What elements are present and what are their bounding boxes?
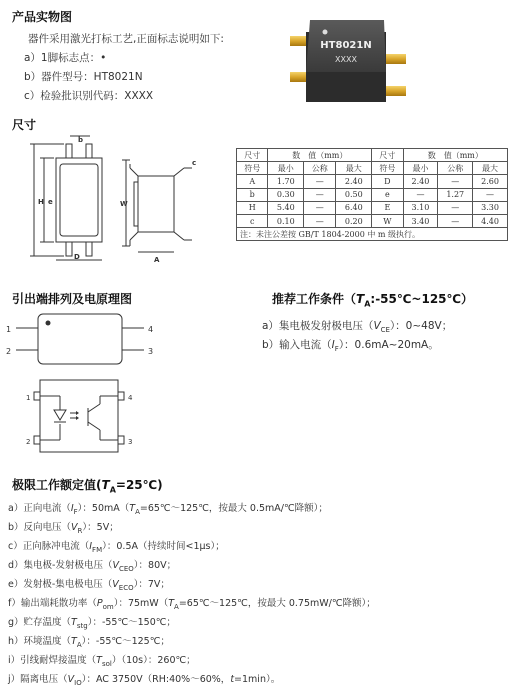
schematic-pin-2: 2 xyxy=(26,438,31,446)
dim-label-E: e xyxy=(48,198,53,206)
schematic-diagram xyxy=(20,378,140,456)
rating-item-c: c）正向脉冲电流$(I_{FM})$：0.5A（持续时间<1μs）； xyxy=(8,541,225,554)
rating-item-e: e）发射极-集电极电压$(V_{ECO})$：7V； xyxy=(8,579,170,592)
schematic-pin-4: 4 xyxy=(128,394,133,402)
rating-item-h: h）环境温度$(T_A)$：-55℃～125℃； xyxy=(8,636,170,649)
rating-item-f: f）输出端耗散功率$(P_{om})$：$75mW(T_A=65℃\sim 125℃$，按最大 0.75mW/℃降额）； xyxy=(8,598,376,611)
rating-item-g: g）贮存温度$(T_{stg})$：-55℃～150℃； xyxy=(8,617,176,630)
pin-3-label: 3 xyxy=(148,347,154,356)
dim-label-D: D xyxy=(74,253,80,261)
rating-item-d: d）集电极-发射极电压$(V_{CEO})$：80V； xyxy=(8,560,177,573)
package-drawing xyxy=(26,134,216,264)
recommended-item-b: b）输入电流$(I_F)$：0.6mA~20mA。 xyxy=(262,339,439,354)
schematic-pin-1: 1 xyxy=(26,394,31,402)
table-row: H 5.40 — 6.40 E 3.10 — 3.30 xyxy=(237,201,508,214)
pinout-title: 引出端排列及电原理图 xyxy=(12,292,133,306)
table-row: c 0.10 — 0.20 W 3.40 — 4.40 xyxy=(237,214,508,227)
schematic-pin-3: 3 xyxy=(128,438,133,446)
rating-item-a: a）正向电流$(I_F)$：$50mA(T_A=65℃\sim 125℃$，按最大 0.5mA/℃降额）； xyxy=(8,503,328,516)
table-header-row: 符号 最小 公称 最大 符号 最小 公称 最大 xyxy=(237,162,508,175)
recommended-item-a: a）集电极发射极电压$(V_{CE})$：0~48V； xyxy=(262,320,453,335)
pin-2-label: 2 xyxy=(6,347,12,356)
product-photo-title: 产品实物图 xyxy=(12,10,73,24)
dimension-table xyxy=(236,148,508,241)
marking-item-b: b）器件型号：HT8021N xyxy=(24,71,143,83)
table-note-row xyxy=(237,228,508,241)
recommended-conditions-title: 推荐工作条件$(T_A:-55℃\sim 125℃)$ xyxy=(272,292,474,309)
marking-item-c: c）检验批识别代码：XXXX xyxy=(24,90,154,102)
dim-label-H: H xyxy=(38,198,44,206)
dim-label-W: W xyxy=(120,200,128,208)
pinout-diagram xyxy=(2,310,162,370)
pin-4-label: 4 xyxy=(148,325,154,334)
table-row: A 1.70 — 2.40 D 2.40 — 2.60 xyxy=(237,175,508,188)
pin-1-label: 1 xyxy=(6,325,12,334)
chip-marking-model: HT8021N xyxy=(320,40,372,51)
rating-item-j: j）隔离电压$(V_{IO})$：AC 3750V（RH:40%～60%，t=1min）。 xyxy=(8,674,281,687)
rating-item-i: i）引线耐焊接温度$(T_{sol})(10s)$：260℃； xyxy=(8,655,196,668)
absolute-ratings-title: 极限工作额定值$(T_A=25℃)$ xyxy=(12,478,163,495)
marking-item-a: a）1脚标志点：• xyxy=(24,52,107,64)
table-header-row: 尺寸 数 值（mm） 尺寸 数 值（mm） xyxy=(237,149,508,162)
dim-label-A: A xyxy=(154,256,160,264)
dimensions-title: 尺寸 xyxy=(12,118,37,132)
rating-item-b: b）反向电压$(V_R)$：5V； xyxy=(8,522,119,535)
chip-marking-code: XXXX xyxy=(335,55,357,64)
dim-label-c: c xyxy=(192,159,197,167)
chip-photo xyxy=(282,12,412,112)
table-note: 注：未注公差按 GB/T 1804-2000 中 m 级执行。 xyxy=(237,228,508,241)
table-row: b 0.30 — 0.50 e — 1.27 — xyxy=(237,188,508,201)
marking-intro: 器件采用激光打标工艺,正面标志说明如下: xyxy=(28,33,224,45)
dim-label-b: b xyxy=(78,136,84,144)
